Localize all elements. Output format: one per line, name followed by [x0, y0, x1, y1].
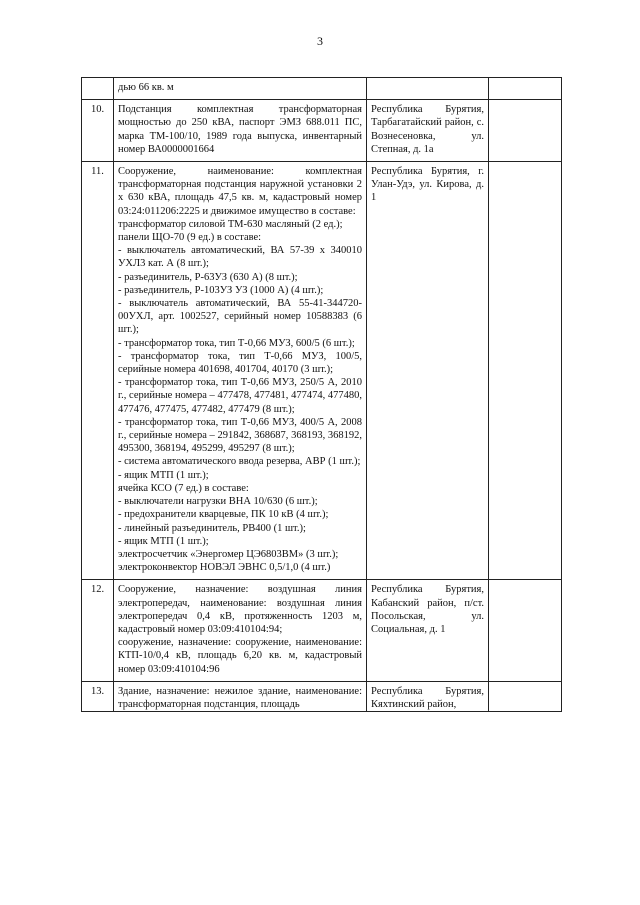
description-line: - выключатели нагрузки ВНА 10/630 (6 шт.); — [118, 496, 318, 508]
property-address: Республика Бурятия, г. Улан-Удэ, ул. Кирова, д. 1 — [367, 162, 489, 580]
table-row — [82, 100, 562, 162]
description-line: Здание, назначение: нежилое здание, наименование: трансформаторная подстанция, площадь — [118, 685, 362, 710]
table-row — [82, 162, 562, 580]
description-line: - ящик МТП (1 шт.); — [118, 535, 209, 547]
property-description — [114, 580, 367, 681]
description-line: сооружение, назначение: сооружение, наименование: КТП-10/0,4 кВ, площадь 6,20 кв. м, кадастровый номер 03:09:410104:96 — [118, 637, 362, 675]
description-line: - разъединитель, Р-63УЗ (630 А) (8 шт.); — [118, 271, 298, 283]
table-row — [82, 681, 562, 711]
property-address: Республика Бурятия, Кабанский район, п/ст. Посольская, ул. Социальная, д. 1 — [367, 580, 489, 681]
description-line: - разъединитель, Р-103УЗ УЗ (1000 А) (4 шт.); — [118, 284, 324, 296]
description-line: панели ЩО-70 (9 ед.) в составе: — [118, 232, 262, 244]
description-line: Сооружение, наименование: комплектная трансформаторная подстанция наружной установки 2 х 630 кВА, площадь 47,5 кв. м, кадастровый номер 03:24:011206:2225 и движимое имущество в составе: — [118, 166, 362, 217]
empty-cell — [489, 100, 562, 162]
description-line: Подстанция комплектная трансформаторная мощностью до 250 кВА, паспорт ЭМЗ 688.011 ПС, марка ТМ-100/10, 1989 года выпуска, инвентарный номер ВА0000001664 — [118, 104, 362, 155]
page-number: 3 — [317, 34, 323, 48]
description-line: - трансформатор тока, тип Т-0,66 МУЗ, 400/5 А, 2008 г., серийные номера – 291842, 368687, 368193, 368192, 495300, 368194, 495299, 495297 (8 шт.); — [118, 416, 362, 455]
property-address: Республика Бурятия, Кяхтинский район, — [367, 681, 489, 711]
description-line: трансформатор силовой ТМ-630 масляный (2 ед.); — [118, 218, 343, 230]
property-description — [114, 100, 367, 162]
table-row — [82, 78, 562, 100]
description-line: - предохранители кварцевые, ПК 10 кВ (4 шт.); — [118, 509, 329, 521]
row-number: 12. — [82, 580, 114, 681]
property-address — [367, 78, 489, 100]
empty-cell — [489, 681, 562, 711]
table-row — [82, 580, 562, 681]
property-table — [81, 77, 562, 712]
property-description — [114, 681, 367, 711]
description-line: дью 66 кв. м — [118, 82, 174, 93]
description-line: Сооружение, назначение: воздушная линия электропередач, наименование: воздушная линия электропередач 0,4 кВ, протяженность 1203 м, кадастровый номер 03:09:410104:94; — [118, 584, 362, 635]
empty-cell — [489, 580, 562, 681]
description-line: - трансформатор тока, тип Т-0,66 МУЗ, 100/5, серийные номера 401698, 401704, 40170 (3 шт.); — [118, 350, 362, 376]
row-number: 10. — [82, 100, 114, 162]
description-line: - линейный разъединитель, РВ400 (1 шт.); — [118, 522, 306, 534]
property-description — [114, 78, 367, 100]
table-body — [82, 78, 562, 712]
description-line: ячейка КСО (7 ед.) в составе: — [118, 482, 249, 494]
description-line: - выключатель автоматический, ВА 55-41-344720-00УХЛ, арт. 1002527, серийный номер 10588383 (6 шт.); — [118, 298, 362, 336]
property-address: Республика Бурятия, Тарбагатайский район, с. Вознесеновка, ул. Степная, д. 1а — [367, 100, 489, 162]
empty-cell — [489, 78, 562, 100]
description-line: - система автоматического ввода резерва, АВР (1 шт.); — [118, 456, 361, 468]
description-line: - трансформатор тока, тип Т-0,66 МУЗ, 250/5 А, 2010 г., серийные номера – 477478, 477481, 477474, 477480, 477476, 477475, 477482, 477479 (8 шт.); — [118, 377, 362, 415]
property-description — [114, 162, 367, 580]
description-line: - выключатель автоматический, ВА 57-39 х 340010 УХЛ3 кат. А (8 шт.); — [118, 245, 362, 270]
description-line: электроконвектор НОВЭЛ ЭВНС 0,5/1,0 (4 шт.) — [118, 562, 331, 574]
description-line: - ящик МТП (1 шт.); — [118, 469, 209, 481]
description-line: - трансформатор тока, тип Т-0,66 МУЗ, 600/5 (6 шт.); — [118, 337, 355, 349]
description-line: электросчетчик «Энергомер ЦЭ6803ВМ» (3 шт.); — [118, 548, 339, 560]
row-number — [82, 78, 114, 100]
row-number: 11. — [82, 162, 114, 580]
empty-cell — [489, 162, 562, 580]
row-number: 13. — [82, 681, 114, 711]
